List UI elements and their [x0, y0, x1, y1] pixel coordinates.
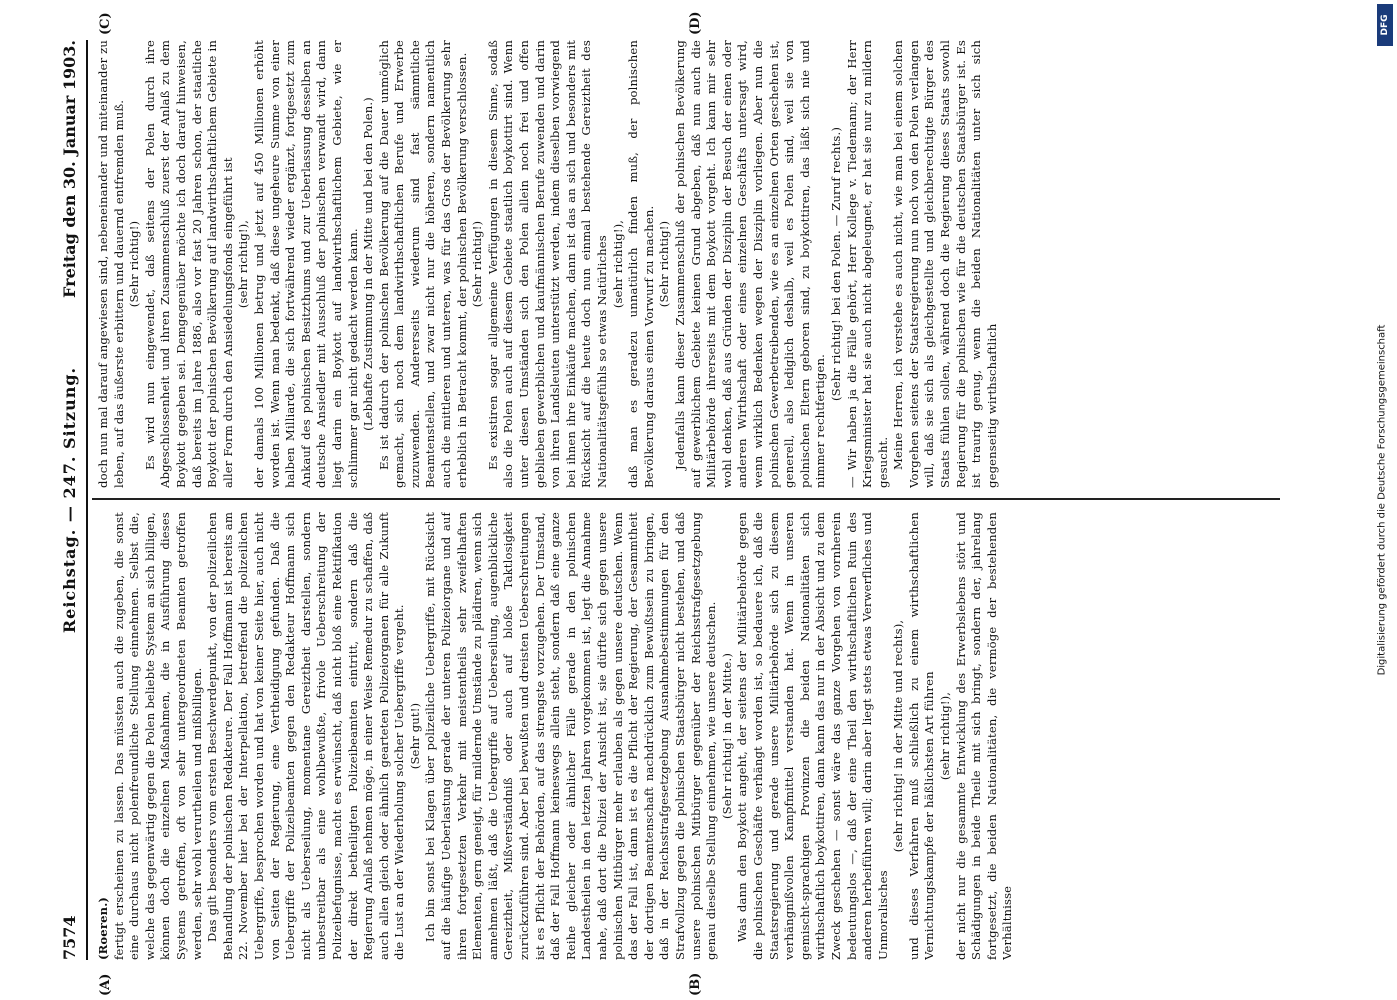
interjection: (Sehr richtig! bei den Polen. — Zuruf rechts.)	[828, 126, 843, 402]
paragraph: Das gilt besonders vom ersten Beschwerdepunkt, von der polizeilichen Behandlung der polnischen Redakteure. Der Fall Hoffmann ist bereits am 22. November hier bei der Interpellation, betreffend die polizeilichen Uebergriffe, besprochen worden und hat von keiner Seite hier, auch nicht von Seiten der Regierung, eine Vertheidigung gefunden. Daß die Uebergriffe der Polizeibeamten gegen den Redakteur Hoffmann sich nicht als Ueberseilung, momentane Gereiztheit darstellen, sondern unbestreitbar als eine wohlbewußte, frivole Ueberschreitung der Polizeibefugnisse, macht es erwünscht, daß nicht bloß eine Rektifikation der direkt betheiligten Polizeibeamten eintritt, sondern daß die Regierung Anlaß nehmen möge, in einer Weise Remedur zu schaffen, daß auch allen gleich oder ähnlich gearteten Polizeiorganen für alle Zukunft die Lust an der Wiederholung solcher Uebergriffe vergeht.	[205, 512, 407, 960]
page-header	[58, 40, 88, 960]
margin-marker-d: (D)	[688, 11, 703, 35]
paragraph: der nicht nur die gesammte Entwicklung des Erwerbslebens stört und Schädigungen in beide Theile mit sich bringt, sondern der, jahrelang fortgesetzt, die beiden Nationalitäten, die vermöge der bestehenden Verhältnisse	[953, 512, 1015, 960]
margin-marker-c: (C)	[98, 12, 113, 35]
paragraph: Meine Herren, ich verstehe es auch nicht, wie man bei einem solchen Vorgehen seitens der Staatsregierung nun noch von den Polen verlangen will, daß sie sich als gleichgestellte und gleichberechtigte Bürger des Staats fühlen sollen, während doch die Regierung dieses Staats sowohl Regierung für die polnischen wie für die deutschen Staatsbürger ist. Es ist traurig genug, wenn die beiden Nationalitäten unter sich sich gegenseitig wirthschaftlich	[891, 40, 999, 488]
column-rule	[92, 498, 1280, 500]
interjection: (Sehr gut!)	[407, 702, 422, 770]
right-column	[96, 40, 1276, 488]
paragraph: Jedenfalls kann dieser Zusammenschluß der polnischen Bevölkerung auf gewerblichem Gebiete keinen Grund abgeben, daß nun auch die Militärbehörde ihrerseits mit dem Boykott vorgeht. Ich kann mir sehr wohl denken, daß aus Gründen der Disziplin der Besuch der einen oder anderen Wirthschaft oder eines einzelnen Geschäfts untersagt wird, wenn wirklich Bedenken wegen der Disziplin vorliegen. Aber nun die polnischen Gewerbetreibenden, wie es an einzelnen Orten geschehen ist, generell, also lediglich deshalb, weil es Polen sind, weil sie von polnischen Eltern geboren sind, zu boykottiren, das läßt sich nie und nimmer rechtfertigen.	[672, 40, 828, 488]
paragraph: Was dann den Boykott angeht, der seitens der Militärbehörde gegen die polnischen Geschäfte verhängt worden ist, so bedauere ich, daß die Staatsregierung und gerade unsere Militärbehörde sich zu diesem verhängnißvollen Kampfmittel verstanden hat. Wenn in unseren gemischt-sprachigen Provinzen die beiden Nationalitäten sich wirthschaftlich boykottiren, dann kann das nur in der Absicht und zu dem Zweck geschehen — sonst wäre das ganze Vorgehen von vornherein bedeutungslos —, daß der eine Theil den wirthschaftlichen Ruin des anderen herbeiführen will; darin aber liegt stets etwas Verwerfliches und Unmoralisches	[735, 512, 890, 960]
text-columns	[88, 11, 1288, 996]
interjection: (Sehr richtig!)	[470, 220, 485, 308]
paragraph: und dieses Verfahren muß schließlich zu einem wirthschaftlichen Vernichtungskampfe der häßlichsten Art führen	[906, 512, 937, 960]
interjection: (Lebhafte Zustimmung in der Mitte und bei den Polen.)	[361, 97, 376, 431]
digitization-note	[1373, 0, 1391, 1000]
page-title: Reichstag. — 247. Sitzung.	[60, 366, 79, 634]
paragraph: daß man es geradezu unnatürlich finden muß, der polnischen Bevölkerung daraus einen Vorwurf zu machen.	[626, 40, 656, 488]
paragraph: der damals 100 Millionen betrug und jetzt auf 450 Millionen erhöht worden ist. Wenn man bedenkt, daß diese ungeheure Summe von einer halben Milliarde, die sich fortwährend wieder ergänzt, fortgesetzt zum Ankauf des polnischen Besitzthums und zur Ueberlassung desselben an deutsche Ansiedler mit Ausschluß der polnischen verwandt wird, dann liegt darin ein Boykott auf landwirthschaftlichem Gebiete, wie er schlimmer gar nicht gedacht werden kann.	[251, 40, 360, 488]
interjection: (Sehr richtig! in der Mitte.)	[719, 652, 734, 820]
interjection: (sehr richtig!),	[610, 219, 625, 309]
interjection: (Sehr richtig!)	[127, 220, 142, 308]
margin-marker-a: (A)	[98, 973, 113, 996]
interjection: (sehr richtig!),	[938, 691, 953, 781]
speaker-label: (Roeren.)	[96, 896, 110, 960]
paragraph: doch nun mal darauf angewiesen sind, nebeneinander und miteinander zu leben, auf das äußerste erbittern und dauernd entfremden muß.	[96, 40, 126, 488]
paragraph: fertigt erscheinen zu lassen. Das müssten auch die zugeben, die sonst eine durchaus nicht polenfreundliche Stellung einnehmen. Selbst die, welche das gegenwärtig gegen die Polen beliebte System an sich billigen, können doch die einzelnen Maßnahmen, die in Ausführung dieses Systems getroffen, oft von sehr untergeordneten Beamten getroffen werden, sehr wohl verurtheilen und mißbilligen.	[111, 512, 204, 960]
interjection: (sehr richtig!),	[236, 219, 251, 309]
paragraph: Es existiren sogar allgemeine Verfügungen in diesem Sinne, sodaß also die Polen auch auf diesem Gebiete staatlich boykottirt sind. Wenn unter diesen Umständen sich den Polen allein noch frei und offen geblieben gewerblichen und kaufmännischen Berufe zuwenden und darin von ihren Landsleuten unterstützt werden, indem dieselben vorwiegend bei ihnen ihre Einkäufe machen, dann ist das an sich und besonders mit Rücksicht auf die heute doch nun einmal bestehende Gereiztheit des Nationalitätsgefühls so etwas Natürliches	[485, 40, 609, 488]
rotated-page	[40, 0, 1340, 1000]
interjection: (sehr richtig! in der Mitte und rechts),	[891, 619, 906, 853]
page-date: Freitag den 30. Januar 1903.	[60, 40, 79, 298]
interjection: (Sehr richtig!)	[657, 220, 672, 308]
paragraph: Ich bin sonst bei Klagen über polizeiliche Uebergriffe, mit Rücksicht auf die häufige Ueberlastung gerade der unteren Polizeiorgane und auf ihren fortgesetzten Verkehr mit meistentheils sehr zweifelhaften Elementen, gern geneigt, für mildernde Umstände zu plädiren, wenn sich annehmen läßt, daß die Uebergriffe auf Ueberseilung, augenblickliche Gereiztheit, Mißverständniß oder auch auf bloße Taktlosigkeit zurückzuführen sind. Aber bei bewußten und dreisten Ueberschreitungen ist es Pflicht der Behörden, auf das strengste vorzugehen. Der Umstand, daß der Fall Hoffmann keineswegs allein steht, sondern daß eine ganze Reihe gleicher oder ähnlicher Fälle gerade in den polnischen Landestheilen in den letzten Jahren vorgekommen ist, legt die Annahme nahe, daß dort die Polizei der Ansicht ist, sie dürfte sich gegen unsere polnischen Mitbürger mehr erlauben als gegen unsere deutschen. Wenn das der Fall ist, dann ist es die Pflicht der Regierung, der Gesammtheit der dortigen Beamtenschaft nachdrücklich zum Bewußtsein zu bringen, daß in der Reichsstrafgesetzgebung Ausnahmebestimmungen für den Strafvollzug gegen die polnischen Staatsbürger nicht bestehen, und daß unsere polnischen Mitbürger gegenüber der Reichsstrafgesetzgebung genau dieselbe Stellung einnehmen, wie unsere deutschen.	[423, 512, 719, 960]
paragraph: Es ist dadurch der polnischen Bevölkerung auf die Dauer unmöglich gemacht, sich noch dem landwirthschaftlichen Berufe und Erwerbe zuzuwenden. Andererseits wiederum sind fast sämmtliche Beamtenstellen, und zwar nicht nur die höheren, sondern namentlich auch die mittleren und unteren, was für das Gros der Bevölkerung sehr erheblich in Betracht kommt, der polnischen Bevölkerung verschlossen.	[376, 40, 469, 488]
paragraph: Es wird nun eingewendet, daß seitens der Polen durch ihre Abgeschlossenheit und ihren Zusammenschluß zuerst der Anlaß zu dem Boykott gegeben sei. Demgegenüber möchte ich doch darauf hinweisen, daß bereits im Jahre 1886, also vor fast 20 Jahren schon, der staatliche Boykott der polnischen Bevölkerung auf landwirthschaftlichem Gebiete in aller Form durch den Ansiedelungsfonds eingeführt ist	[142, 40, 235, 488]
digitization-note-text: Digitalisierung gefördert durch die Deutsche Forschungsgemeinschaft	[1376, 324, 1388, 676]
paragraph: — Wir haben ja die Fälle gehört, Herr Kollege v. Tiedemann; der Herr Kriegsminister hat sie auch nicht abgeleugnet, er hat sie nur zu mildern gesucht.	[844, 40, 890, 488]
left-column	[96, 512, 1276, 960]
page-number: 7574	[60, 915, 79, 960]
dfg-logo: DFG	[1377, 4, 1393, 46]
margin-marker-b: (B)	[688, 972, 703, 996]
